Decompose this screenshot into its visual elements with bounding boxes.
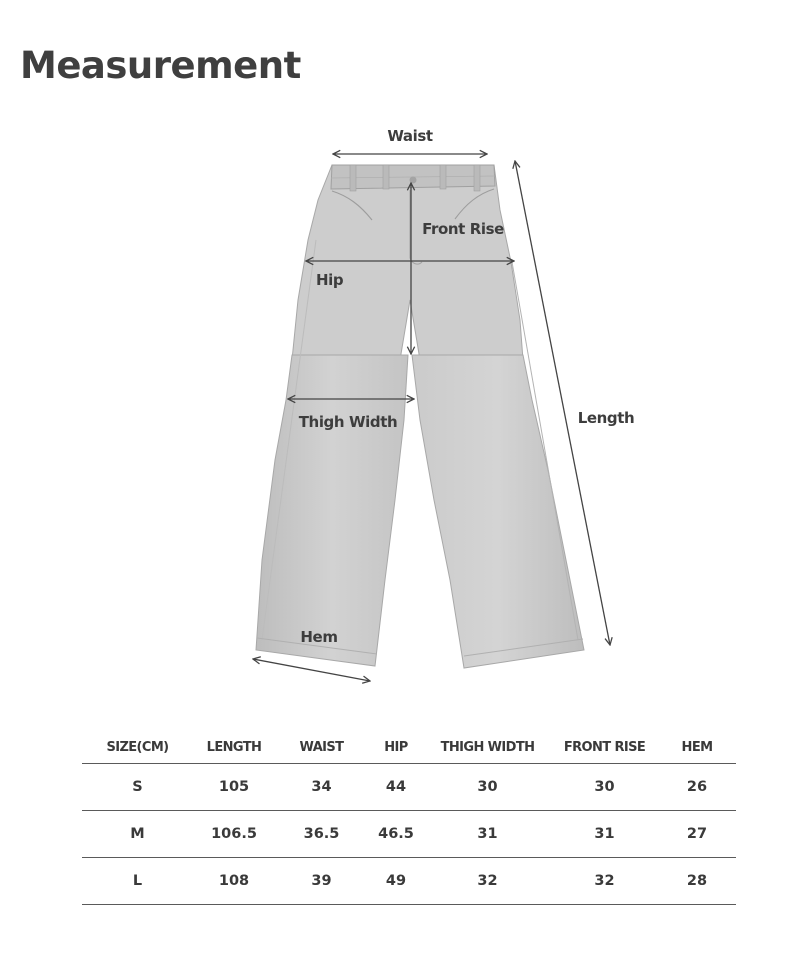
hem-label: Hem <box>300 628 338 646</box>
front-rise-label: Front Rise <box>422 220 504 238</box>
table-cell: 32 <box>551 858 658 905</box>
header-size: SIZE(CM) <box>82 732 193 764</box>
table-cell: 30 <box>424 764 551 811</box>
table-cell: 105 <box>193 764 275 811</box>
waist-label: Waist <box>387 127 433 145</box>
table-cell: 32 <box>424 858 551 905</box>
table-cell: 27 <box>658 811 736 858</box>
table-row <box>82 858 736 905</box>
table-cell: 26 <box>658 764 736 811</box>
table-cell: 106.5 <box>193 811 275 858</box>
jeans-left-leg <box>256 355 408 666</box>
table-cell: 44 <box>368 764 424 811</box>
jeans-upper <box>292 165 523 360</box>
table-cell: L <box>82 858 193 905</box>
table-cell: 46.5 <box>368 811 424 858</box>
header-hip: HIP <box>368 732 424 764</box>
length-label: Length <box>577 409 635 427</box>
header-hem: HEM <box>658 732 736 764</box>
size-table <box>82 732 736 905</box>
table-header-row <box>82 732 736 764</box>
table-cell: 31 <box>551 811 658 858</box>
table-row <box>82 764 736 811</box>
table-row <box>82 811 736 858</box>
table-cell: 36.5 <box>275 811 368 858</box>
page-title: Measurement <box>20 44 301 87</box>
header-front-rise: FRONT RISE <box>551 732 658 764</box>
table-cell: 49 <box>368 858 424 905</box>
header-thigh-width: THIGH WIDTH <box>424 732 551 764</box>
table-cell: 28 <box>658 858 736 905</box>
table-cell: 30 <box>551 764 658 811</box>
header-waist: WAIST <box>275 732 368 764</box>
hip-label: Hip <box>316 271 344 289</box>
header-length: LENGTH <box>193 732 275 764</box>
table-cell: M <box>82 811 193 858</box>
table-cell: S <box>82 764 193 811</box>
table-cell: 39 <box>275 858 368 905</box>
jeans-right-leg <box>412 355 584 668</box>
table-cell: 108 <box>193 858 275 905</box>
thigh-width-label: Thigh Width <box>298 413 398 431</box>
measurement-diagram <box>0 110 800 710</box>
table-cell: 31 <box>424 811 551 858</box>
table-cell: 34 <box>275 764 368 811</box>
